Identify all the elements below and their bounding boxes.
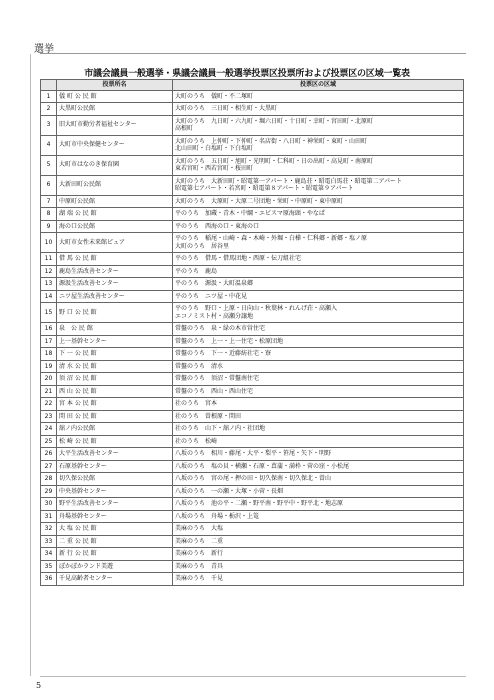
cell-station-name <box>57 135 173 155</box>
cell-station-name-text: 松 崎 公 民 館 <box>59 437 97 445</box>
table-row <box>41 510 464 523</box>
cell-district-area <box>173 195 464 208</box>
cell-district-area-text: 八坂のうち 舟場・栃沢・上篭 <box>175 512 260 520</box>
cell-district-area <box>173 485 464 498</box>
cell-number <box>41 335 57 348</box>
cell-number <box>41 253 57 266</box>
cell-number <box>41 510 57 523</box>
cell-district-area <box>173 265 464 278</box>
header-station-name: 投票所名 <box>57 80 173 91</box>
cell-number <box>41 548 57 561</box>
cell-station-name-text: 大 塩 公 民 館 <box>59 525 97 532</box>
cell-number <box>41 373 57 386</box>
cell-district-area-text: 平のうち 野口・上原・日向山・秋葉林・れんげ荘・高瀬入 エコノミスト村・高瀬分譲地 <box>175 305 338 320</box>
cell-district-area <box>173 560 464 573</box>
table-row <box>41 373 464 386</box>
cell-district-area-text: 八坂のうち 一の瀬・大塚・小菅・長畑 <box>175 487 284 495</box>
cell-number <box>41 360 57 373</box>
cell-number-text: 18 <box>44 350 53 357</box>
cell-number <box>41 485 57 498</box>
cell-number-text: 6 <box>46 181 51 189</box>
cell-station-name <box>57 535 173 548</box>
cell-station-name-text: 千見高齢者センター <box>59 575 113 582</box>
cell-district-area-text: 常盤のうち 下一・近藤紡社宅・寮 <box>175 350 272 357</box>
polling-station-table <box>40 79 464 586</box>
table-row <box>41 360 464 373</box>
cell-station-name-text: 大平生活改善センター <box>59 450 119 457</box>
cell-district-area-text: 八坂のうち 塩の貝・横瀬・石原・菖蒲・満枠・菅の窪・小松尾 <box>175 462 350 470</box>
cell-district-area-text: 大町のうち 儀町・不二塚町 <box>175 92 254 100</box>
cell-station-name <box>57 155 173 175</box>
cell-number <box>41 498 57 511</box>
cell-number-text: 34 <box>44 550 53 557</box>
cell-district-area <box>173 348 464 361</box>
cell-station-name-text: 切久保公民館 <box>59 475 96 482</box>
cell-district-area-text: 平のうち 稲尾・山崎・森・木崎・外堀・白樺・仁科郷・新郷・塩ノ原 大町のうち 居谷里 <box>175 235 368 250</box>
cell-station-name <box>57 485 173 498</box>
cell-station-name-text: 宮 本 公 民 館 <box>59 400 97 407</box>
cell-number <box>41 233 57 253</box>
cell-number-text: 14 <box>44 292 53 300</box>
table-row <box>41 460 464 473</box>
cell-district-area <box>173 510 464 523</box>
cell-number-text: 2 <box>46 105 51 112</box>
cell-district-area <box>173 135 464 155</box>
cell-district-area <box>173 208 464 221</box>
cell-number-text: 11 <box>44 255 53 262</box>
table-row <box>41 560 464 573</box>
cell-district-area-text: 平のうち 源汲・大町温泉郷 <box>175 280 254 287</box>
cell-district-area-text: 大町のうち 上仲町・下仲町・名店街・八日町・神栄町・東町・山田町 北山田町・白塩町・下白塩町 <box>175 137 368 152</box>
cell-number <box>41 135 57 155</box>
cell-station-name <box>57 423 173 436</box>
table-row <box>41 535 464 548</box>
cell-district-area-text: 美麻のうち 二重 <box>175 537 224 545</box>
cell-district-area <box>173 303 464 323</box>
cell-station-name-text: 上一基幹センター <box>59 337 107 345</box>
cell-number-text: 23 <box>44 412 53 420</box>
cell-station-name-text: 新 行 公 民 館 <box>59 550 97 557</box>
cell-station-name <box>57 560 173 573</box>
cell-station-name-text: 旧大町市勤労者福祉センター <box>59 121 137 129</box>
cell-district-area <box>173 323 464 336</box>
cell-station-name-text: 大町市中央保健センター <box>59 141 125 149</box>
cell-station-name-text: 海の口公民館 <box>59 222 96 230</box>
cell-number-text: 19 <box>44 362 53 370</box>
cell-station-name <box>57 278 173 291</box>
cell-number-text: 7 <box>46 197 51 205</box>
cell-station-name-text: 須 沼 公 民 館 <box>59 375 97 382</box>
cell-number <box>41 448 57 461</box>
cell-district-area-text: 社のうち 宮本 <box>175 400 218 407</box>
cell-station-name <box>57 220 173 233</box>
cell-station-name <box>57 373 173 386</box>
cell-station-name <box>57 115 173 135</box>
cell-number-text: 12 <box>44 267 53 275</box>
cell-station-name-text: 石原基幹センター <box>59 462 107 470</box>
table-row <box>41 435 464 448</box>
cell-station-name <box>57 498 173 511</box>
cell-number <box>41 473 57 486</box>
table-row <box>41 103 464 116</box>
section-header: 選挙 <box>34 44 54 55</box>
cell-station-name-text: 鹿島生活改善センター <box>59 267 119 275</box>
cell-station-name <box>57 460 173 473</box>
cell-district-area <box>173 460 464 473</box>
page-title: 市議会議員一般選挙・県議会議員一般選挙投票区投票所および投票区の区域一覧表 <box>84 69 410 79</box>
cell-district-area <box>173 573 464 586</box>
cell-number-text: 28 <box>44 475 53 482</box>
table-row <box>41 90 464 103</box>
cell-station-name-text: 儀 町 公 民 館 <box>59 92 97 100</box>
cell-district-area-text: 平のうち 鹿島 <box>175 267 218 275</box>
cell-district-area <box>173 335 464 348</box>
cell-district-area <box>173 155 464 175</box>
cell-district-area-text: 平のうち 西海の口・東海の口 <box>175 222 260 230</box>
table-row <box>41 233 464 253</box>
cell-station-name-text: ぽかぽかランド美遊 <box>59 562 114 570</box>
cell-number-text: 30 <box>44 500 53 507</box>
footer-rule <box>40 676 466 677</box>
cell-number-text: 16 <box>44 325 53 332</box>
cell-number-text: 15 <box>44 308 53 316</box>
cell-number <box>41 90 57 103</box>
cell-station-name <box>57 208 173 221</box>
cell-station-name <box>57 385 173 398</box>
cell-number-text: 29 <box>44 487 53 495</box>
cell-station-name-text: 泉 公 民 館 <box>59 325 93 332</box>
table-row <box>41 155 464 175</box>
table-row <box>41 485 464 498</box>
cell-district-area <box>173 473 464 486</box>
cell-number-text: 21 <box>44 387 53 395</box>
cell-district-area <box>173 290 464 303</box>
cell-district-area <box>173 175 464 195</box>
cell-station-name <box>57 473 173 486</box>
cell-district-area-text: 八坂のうち 池の平・二瀬・野平南・野平中・野平北・地志原 <box>175 500 344 507</box>
cell-number-text: 27 <box>44 462 53 470</box>
cell-station-name <box>57 253 173 266</box>
cell-station-name <box>57 323 173 336</box>
cell-number-text: 35 <box>44 562 53 570</box>
cell-district-area-text: 平のうち 加蔵・青木・中綱・エビスマ原海頭・やなぱ <box>175 210 325 217</box>
cell-station-name-text: 大新田町公民館 <box>59 181 102 189</box>
margin-rule <box>30 54 31 676</box>
cell-number <box>41 115 57 135</box>
cell-number <box>41 290 57 303</box>
cell-number <box>41 523 57 536</box>
cell-number <box>41 535 57 548</box>
cell-number <box>41 155 57 175</box>
cell-station-name <box>57 335 173 348</box>
cell-station-name <box>57 398 173 411</box>
cell-station-name-text: 大黒町公民館 <box>59 105 96 112</box>
table-row <box>41 423 464 436</box>
table-row <box>41 385 464 398</box>
cell-district-area-text: 社のうち 松崎 <box>175 437 218 445</box>
cell-district-area-text: 八坂のうち 宮の尾・押の田・切久保南・切久保北・曽山 <box>175 475 332 482</box>
cell-number <box>41 348 57 361</box>
cell-station-name-text: 閏 田 公 民 館 <box>59 412 97 420</box>
cell-number <box>41 410 57 423</box>
table-row <box>41 220 464 233</box>
table-row <box>41 290 464 303</box>
header-number <box>41 80 57 91</box>
cell-station-name <box>57 360 173 373</box>
cell-district-area <box>173 385 464 398</box>
cell-station-name-text: 野平生活改善センター <box>59 500 119 507</box>
cell-district-area <box>173 435 464 448</box>
cell-station-name <box>57 233 173 253</box>
cell-number-text: 22 <box>44 400 53 407</box>
table-row <box>41 448 464 461</box>
cell-number-text: 33 <box>44 537 53 545</box>
cell-station-name <box>57 175 173 195</box>
cell-district-area <box>173 448 464 461</box>
cell-number <box>41 220 57 233</box>
cell-district-area <box>173 373 464 386</box>
table-row <box>41 548 464 561</box>
cell-number <box>41 560 57 573</box>
cell-district-area <box>173 360 464 373</box>
table-row <box>41 473 464 486</box>
cell-district-area-text: 常盤のうち 須沼・常盤南住宅 <box>175 375 260 382</box>
cell-district-area-text: 社のうち 曽根原・閏田 <box>175 412 242 420</box>
table-row <box>41 208 464 221</box>
cell-number <box>41 423 57 436</box>
cell-station-name-text: 大町市女性未来館ピュア <box>59 238 126 246</box>
cell-district-area <box>173 220 464 233</box>
table-header-row <box>41 80 464 91</box>
cell-number <box>41 573 57 586</box>
table-row <box>41 348 464 361</box>
cell-number-text: 24 <box>44 425 53 432</box>
cell-station-name <box>57 103 173 116</box>
cell-station-name <box>57 548 173 561</box>
table-row <box>41 410 464 423</box>
cell-station-name-text: 大町市はなのき保育園 <box>59 161 120 169</box>
cell-number <box>41 398 57 411</box>
cell-station-name-text: 舘ノ内公民館 <box>59 425 96 432</box>
cell-district-area-text: 社のうち 山下・舘ノ内・社団地 <box>175 425 266 432</box>
cell-number-text: 5 <box>46 161 51 169</box>
cell-number-text: 3 <box>46 121 51 129</box>
cell-station-name-text: ニツ屋生活改善センター <box>59 292 125 300</box>
cell-district-area-text: 美麻のうち 新行 <box>175 550 224 557</box>
cell-station-name-text: 二 重 公 民 館 <box>59 537 97 545</box>
cell-station-name <box>57 573 173 586</box>
cell-district-area <box>173 535 464 548</box>
table-row <box>41 398 464 411</box>
table-row <box>41 523 464 536</box>
cell-number <box>41 265 57 278</box>
table-row <box>41 265 464 278</box>
header-district-area: 投票区の区域 <box>173 80 464 91</box>
cell-district-area <box>173 103 464 116</box>
cell-district-area-text: 美麻のうち 大塩 <box>175 525 224 532</box>
cell-number <box>41 303 57 323</box>
cell-station-name <box>57 195 173 208</box>
cell-number-text: 17 <box>44 337 53 345</box>
cell-station-name-text: 清 水 公 民 館 <box>59 362 97 370</box>
cell-station-name <box>57 348 173 361</box>
cell-station-name <box>57 265 173 278</box>
cell-district-area <box>173 398 464 411</box>
cell-station-name-text: 野 口 公 民 館 <box>59 308 97 316</box>
cell-district-area-text: 常盤のうち 西山・西山住宅 <box>175 387 254 395</box>
cell-district-area-text: 常盤のうち 清水 <box>175 362 224 370</box>
cell-station-name-text: 源汲生活改善センター <box>59 280 119 287</box>
cell-district-area <box>173 253 464 266</box>
cell-station-name <box>57 448 173 461</box>
cell-number <box>41 323 57 336</box>
cell-station-name <box>57 523 173 536</box>
cell-district-area-text: 大町のうち 大新田町・昭電第一アパート・鹿島荘・昭電白馬荘・昭電第二アパート 昭電第七アパート・若宮町・昭電第８アパート・昭電第９アパート <box>175 177 403 192</box>
cell-station-name-text: 下 一 公 民 館 <box>59 350 97 357</box>
cell-number-text: 25 <box>44 437 53 445</box>
cell-station-name <box>57 303 173 323</box>
cell-number-text: 32 <box>44 525 53 532</box>
cell-district-area-text: 美麻のうち 青具 <box>175 562 224 570</box>
cell-number <box>41 208 57 221</box>
cell-district-area <box>173 498 464 511</box>
cell-district-area <box>173 410 464 423</box>
cell-station-name-text: 舟場基幹センター <box>59 512 107 520</box>
cell-district-area <box>173 548 464 561</box>
cell-number-text: 31 <box>44 512 53 520</box>
cell-district-area-text: 美麻のうち 千見 <box>175 575 224 582</box>
cell-number-text: 20 <box>44 375 53 382</box>
cell-number-text: 36 <box>44 575 53 582</box>
cell-station-name-text: 中央基幹センター <box>59 487 107 495</box>
cell-district-area-text: 大町のうち 大原町・大原二号団地・栄町・中原町・東中原町 <box>175 197 344 205</box>
cell-district-area-text: 大町のうち 三日町・相生町・大黒町 <box>175 105 278 112</box>
cell-number <box>41 175 57 195</box>
table-row <box>41 195 464 208</box>
cell-station-name <box>57 410 173 423</box>
header-rule <box>40 53 466 54</box>
cell-district-area-text: 平のうち ニツ屋・中花見 <box>175 292 248 300</box>
cell-district-area-text: 常盤のうち 泉・緑の木市営住宅 <box>175 325 266 332</box>
cell-district-area <box>173 115 464 135</box>
cell-number-text: 8 <box>46 210 51 217</box>
cell-district-area <box>173 233 464 253</box>
table-row <box>41 115 464 135</box>
cell-number-text: 13 <box>44 280 53 287</box>
cell-number-text: 10 <box>44 238 53 246</box>
cell-district-area <box>173 523 464 536</box>
table-row <box>41 278 464 291</box>
table-row <box>41 573 464 586</box>
cell-number <box>41 435 57 448</box>
cell-station-name-text: 中原町公民館 <box>59 197 96 205</box>
cell-number-text: 4 <box>46 141 51 149</box>
cell-district-area <box>173 278 464 291</box>
cell-number <box>41 385 57 398</box>
cell-number-text: 9 <box>46 222 51 230</box>
cell-district-area-text: 大町のうち 九日町・六九町・堀六日町・十日町・幸町・宮田町・北原町 高根町 <box>175 117 374 132</box>
table-row <box>41 253 464 266</box>
cell-district-area <box>173 90 464 103</box>
cell-number-text: 26 <box>44 450 53 457</box>
cell-district-area-text: 平のうち 借馬・借馬団地・西原・伝刀組社宅 <box>175 255 302 262</box>
page-number: 5 <box>36 681 42 690</box>
cell-district-area-text: 常盤のうち 上一・上一住宅・松原団地 <box>175 337 284 345</box>
cell-station-name <box>57 435 173 448</box>
table-row <box>41 303 464 323</box>
cell-number <box>41 460 57 473</box>
table-row <box>41 135 464 155</box>
table-row <box>41 175 464 195</box>
cell-district-area <box>173 423 464 436</box>
cell-station-name-text: 借 馬 公 民 館 <box>59 255 97 262</box>
table-body <box>41 90 464 585</box>
cell-station-name-text: 湖 端 公 民 館 <box>59 210 97 217</box>
cell-district-area-text: 八坂のうち 相川・藤尾・大平・梨平・笹尾・矢下・明野 <box>175 450 332 457</box>
cell-district-area-text: 大町のうち 五日町・旭町・光明町・仁科町・日の出町・高見町・南原町 東若宮町・西若宮町・桜田町 <box>175 157 374 172</box>
cell-number-text: 1 <box>46 92 51 100</box>
cell-number <box>41 278 57 291</box>
cell-station-name <box>57 90 173 103</box>
cell-number <box>41 103 57 116</box>
cell-station-name <box>57 510 173 523</box>
cell-number <box>41 195 57 208</box>
table-row <box>41 323 464 336</box>
table-row <box>41 335 464 348</box>
table-row <box>41 498 464 511</box>
cell-station-name-text: 西 山 公 民 館 <box>59 387 97 395</box>
cell-station-name <box>57 290 173 303</box>
